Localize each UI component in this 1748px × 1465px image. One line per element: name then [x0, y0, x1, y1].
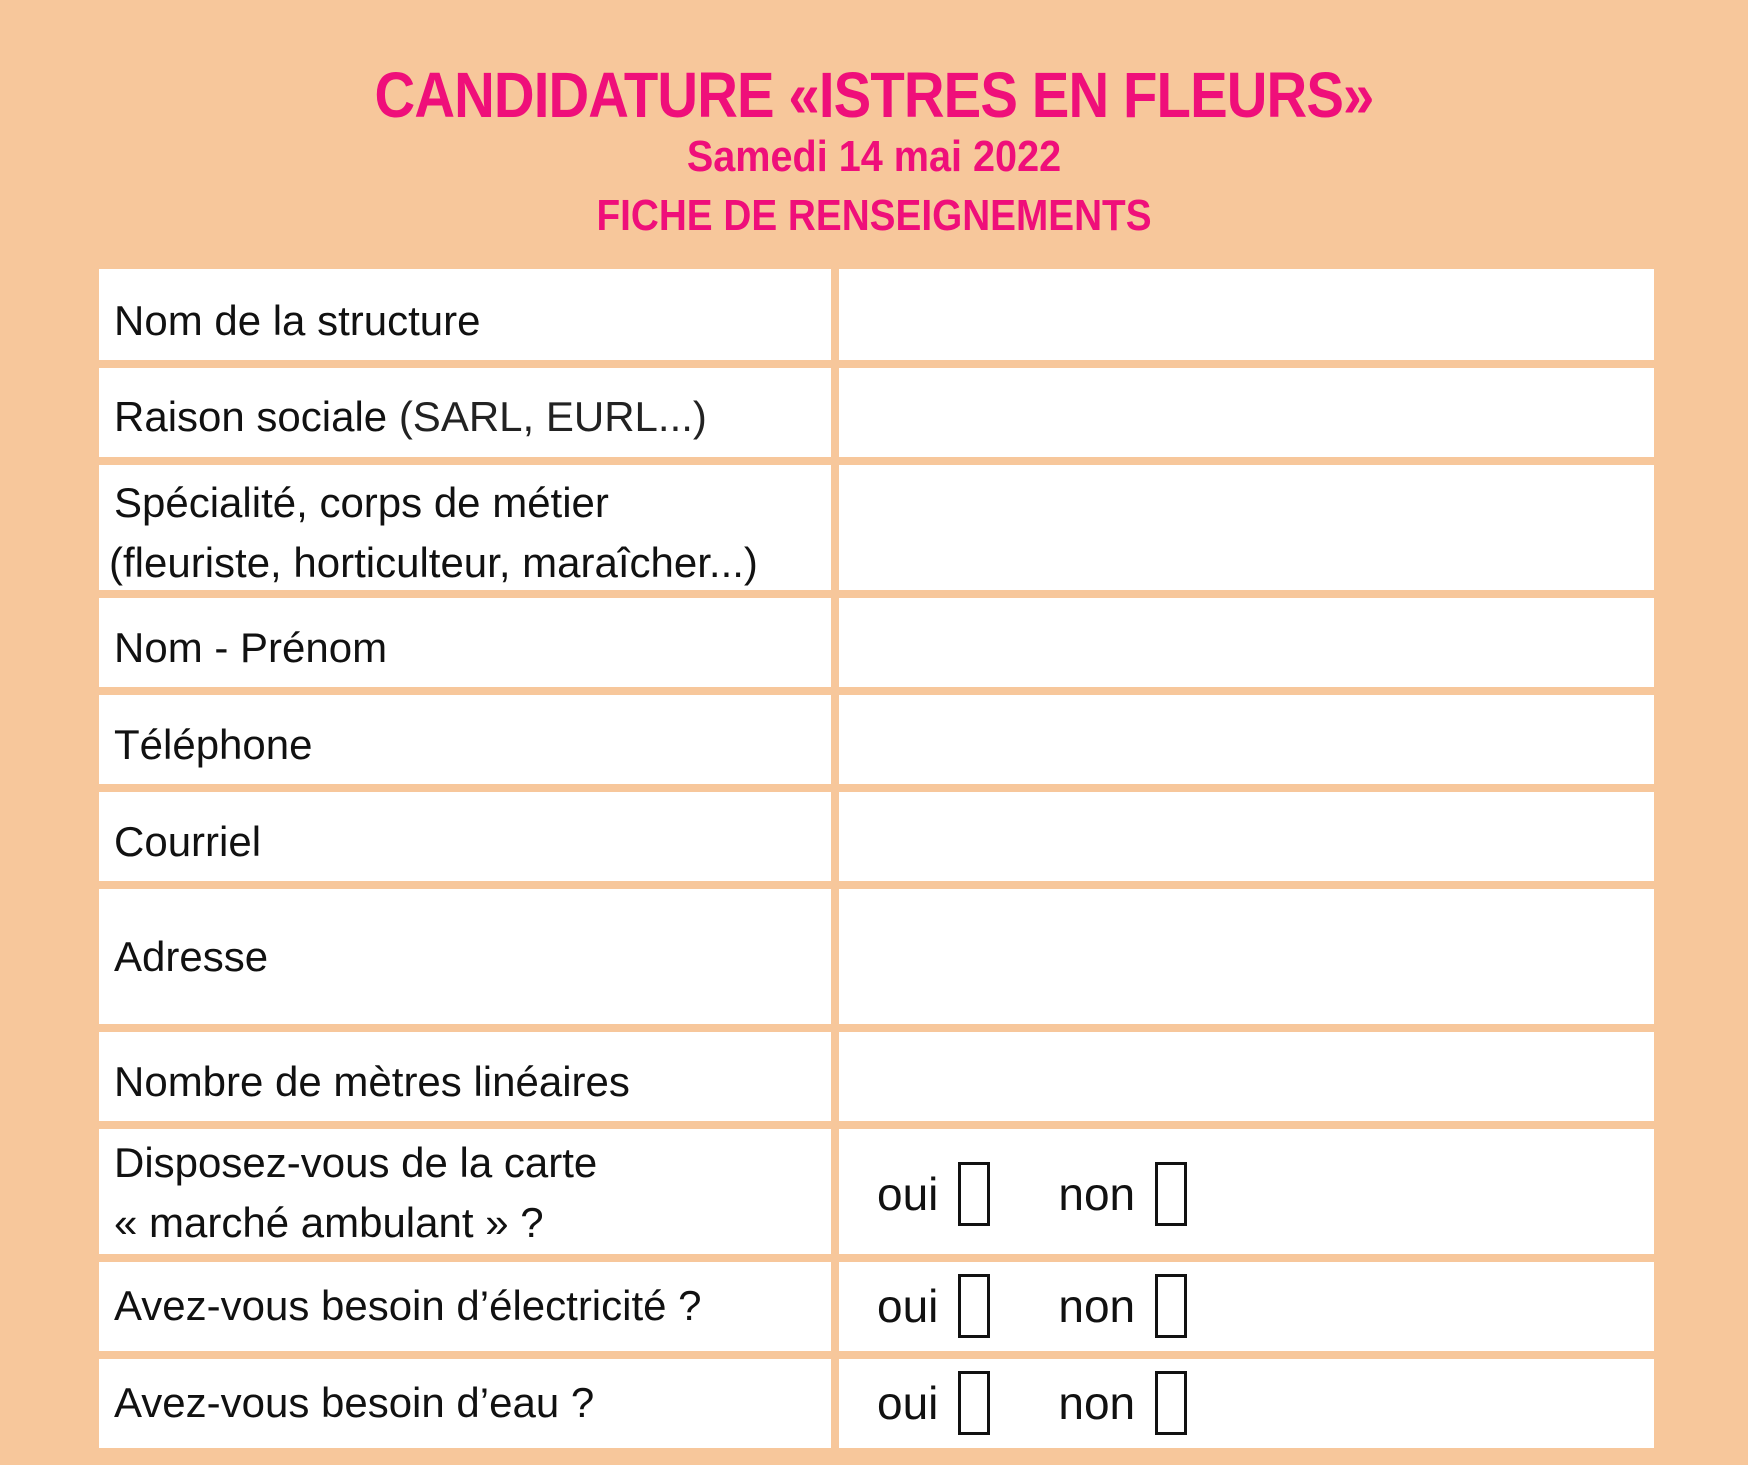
legal-form-field[interactable] — [839, 368, 1654, 457]
non-label: non — [1058, 1168, 1136, 1220]
phone-field[interactable] — [839, 695, 1654, 784]
oui-label: oui — [877, 1168, 939, 1220]
form-row-water — [99, 1359, 1654, 1448]
label-cell — [99, 368, 831, 457]
label-cell — [99, 598, 831, 687]
label-cell — [99, 269, 831, 360]
field-label-line2: « marché ambulant » ? — [114, 1199, 544, 1246]
structure-name-field[interactable] — [839, 269, 1654, 360]
field-label: Téléphone — [114, 721, 313, 768]
form-row-market-card — [99, 1129, 1654, 1254]
non-checkbox[interactable] — [1155, 1274, 1187, 1338]
form-row-address — [99, 889, 1654, 1024]
non-label: non — [1058, 1280, 1136, 1332]
form-row-specialty — [99, 465, 1654, 590]
form-row-email — [99, 792, 1654, 881]
field-label: Courriel — [114, 818, 262, 865]
oui-label: oui — [877, 1377, 939, 1429]
field-label: Adresse — [114, 933, 269, 980]
email-field[interactable] — [839, 792, 1654, 881]
label-cell — [99, 1032, 831, 1121]
label-cell — [99, 1359, 831, 1448]
electricity-non[interactable] — [1058, 1274, 1187, 1338]
label-cell — [99, 792, 831, 881]
field-label: Nombre de mètres linéaires — [114, 1058, 630, 1105]
form-row-full-name — [99, 598, 1654, 687]
label-cell — [99, 1262, 831, 1351]
water-choice — [839, 1359, 1654, 1448]
label-cell — [99, 1129, 831, 1254]
full-name-field[interactable] — [839, 598, 1654, 687]
address-field[interactable] — [839, 889, 1654, 1024]
label-cell — [99, 695, 831, 784]
field-label: Nom - Prénom — [114, 624, 388, 671]
field-label: Nom de la structure — [114, 297, 481, 344]
field-label: Disposez-vous de la carte — [114, 1139, 598, 1186]
linear-meters-field[interactable] — [839, 1032, 1654, 1121]
event-date: Samedi 14 mai 2022 — [686, 132, 1062, 181]
label-cell — [99, 465, 831, 590]
field-label: Raison sociale — [114, 393, 388, 440]
form-row-structure-name — [99, 269, 1654, 360]
form-row-phone — [99, 695, 1654, 784]
oui-label: oui — [877, 1280, 939, 1332]
field-label: Avez-vous besoin d’eau ? — [114, 1379, 595, 1426]
label-cell — [99, 889, 831, 1024]
field-hint: (fleuriste, horticulteur, maraîcher...) — [109, 539, 758, 586]
specialty-field[interactable] — [839, 465, 1654, 590]
oui-checkbox[interactable] — [958, 1274, 990, 1338]
non-checkbox[interactable] — [1155, 1371, 1187, 1435]
market-card-non[interactable] — [1058, 1162, 1187, 1226]
electricity-choice — [839, 1262, 1654, 1351]
market-card-choice — [839, 1129, 1654, 1254]
electricity-oui[interactable] — [877, 1274, 990, 1338]
non-label: non — [1058, 1377, 1136, 1429]
form-title: CANDIDATURE «ISTRES EN FLEURS» — [374, 59, 1374, 131]
form-row-electricity — [99, 1262, 1654, 1351]
water-oui[interactable] — [877, 1371, 990, 1435]
form-row-legal-form — [99, 368, 1654, 457]
oui-checkbox[interactable] — [958, 1162, 990, 1226]
oui-checkbox[interactable] — [958, 1371, 990, 1435]
water-non[interactable] — [1058, 1371, 1187, 1435]
form-row-linear-meters — [99, 1032, 1654, 1121]
field-label: Avez-vous besoin d’électricité ? — [114, 1282, 702, 1329]
market-card-oui[interactable] — [877, 1162, 990, 1226]
field-hint: (SARL, EURL...) — [387, 393, 707, 440]
field-label: Spécialité, corps de métier — [114, 479, 609, 526]
form-subtitle: FICHE DE RENSEIGNEMENTS — [596, 191, 1152, 240]
non-checkbox[interactable] — [1155, 1162, 1187, 1226]
